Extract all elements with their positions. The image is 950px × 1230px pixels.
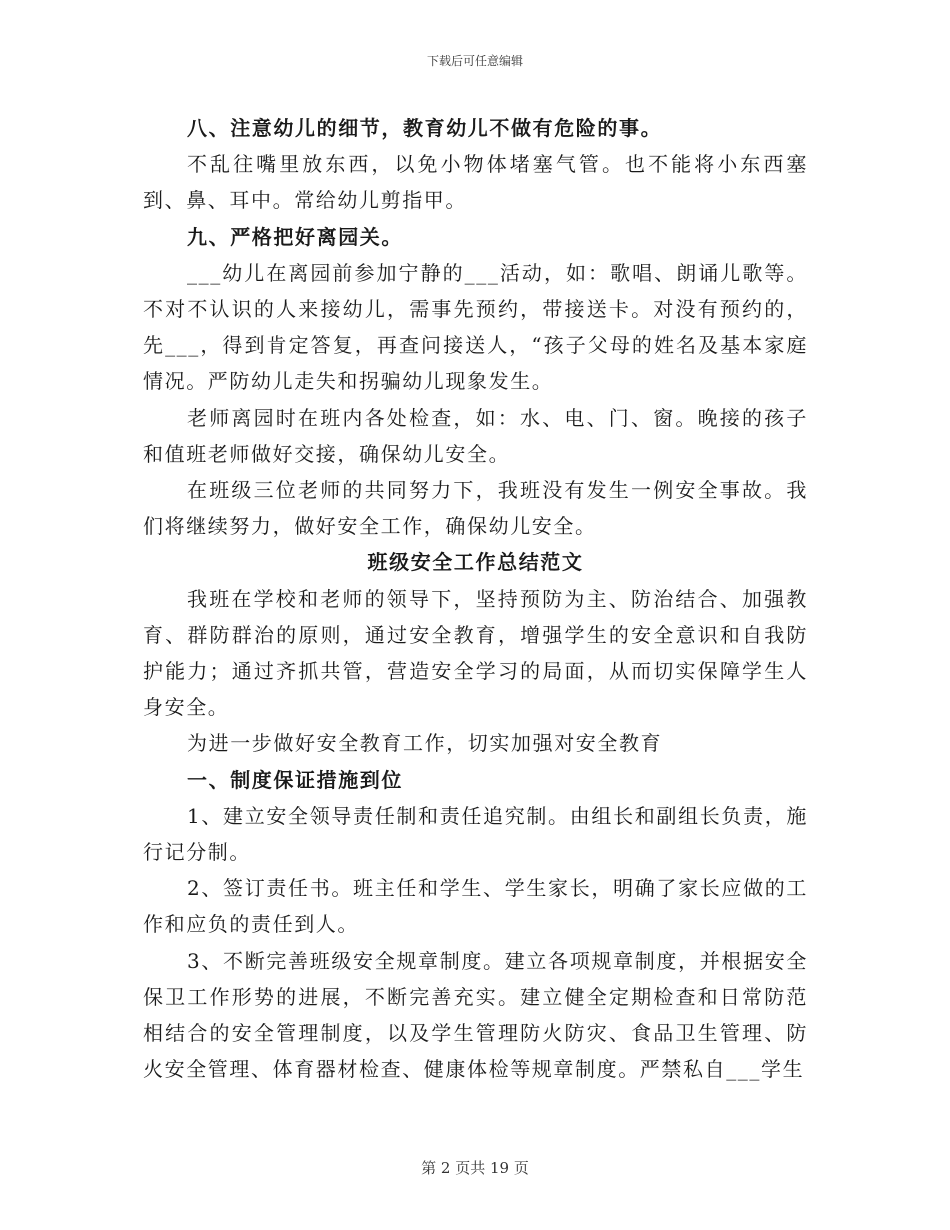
- document-body: [143, 110, 808, 1087]
- body-paragraph: 在班级三位老师的共同努力下，我班没有发生一例安全事故。我们将继续努力，做好安全工作，确保幼儿安全。: [143, 478, 808, 539]
- body-paragraph: 为进一步做好安全教育工作，切实加强对安全教育: [187, 731, 663, 756]
- body-paragraph: 1、建立安全领导责任制和责任追究制。由组长和副组长负责，施行记分制。: [143, 803, 808, 865]
- body-paragraph: 不乱往嘴里放东西，以免小物体堵塞气管。也不能将小东西塞到、鼻、耳中。常给幼儿剪指甲。: [143, 152, 808, 213]
- body-paragraph: 3、不断完善班级安全规章制度。建立各项规章制度，并根据安全保卫工作形势的进展，不断完善充实。建立健全定期检查和日常防范相结合的安全管理制度，以及学生管理防火防灾、食品卫生管理、防火安全管理、体育器材检查、健康体检等规章制度。严禁私自___学生: [143, 948, 808, 1082]
- section-heading: 八、注意幼儿的细节，教育幼儿不做有危险的事。: [187, 116, 663, 140]
- section-heading: 一、制度保证措施到位: [187, 767, 403, 792]
- body-paragraph: 我班在学校和老师的领导下，坚持预防为主、防治结合、加强教育、群防群治的原则，通过安全教育，增强学生的安全意识和自我防护能力；通过齐抓共管，营造安全学习的局面，从而切实保障学生人身安全。: [143, 586, 808, 720]
- page-footer: 第 2 页共 19 页: [421, 1159, 529, 1177]
- body-paragraph: ___幼儿在离园前参加宁静的___活动，如：歌唱、朗诵儿歌等。不对不认识的人来接幼儿，需事先预约，带接送卡。对没有预约的，先___，得到肯定答复，再查问接送人，“孩子父母的姓名及基本家庭情况。严防幼儿走失和拐骗幼儿现象发生。: [143, 260, 808, 394]
- section-heading: 九、严格把好离园关。: [187, 224, 403, 249]
- page-header-note: 下载后可任意编辑: [426, 54, 523, 68]
- body-paragraph: 2、签订责任书。班主任和学生、学生家长，明确了家长应做的工作和应负的责任到人。: [143, 876, 808, 937]
- body-paragraph: 老师离园时在班内各处检查，如：水、电、门、窗。晚接的孩子和值班老师做好交接，确保幼儿安全。: [143, 405, 808, 466]
- document-title: 班级安全工作总结范文: [367, 550, 584, 575]
